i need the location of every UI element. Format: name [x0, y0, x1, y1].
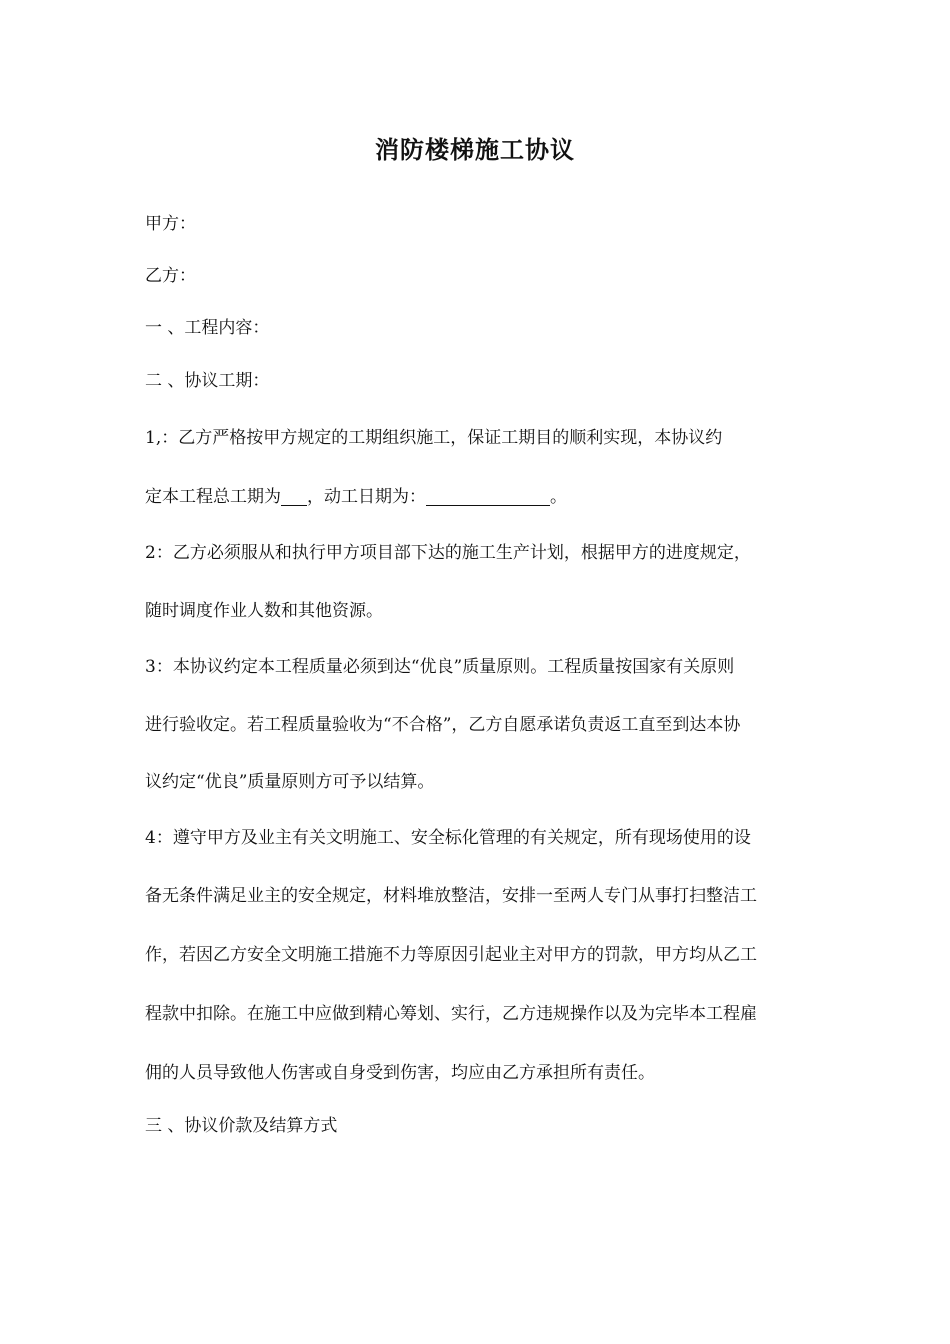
clause-2-line-2: 随时调度作业人数和其他资源。	[145, 601, 383, 621]
clause-3-line-3: 议约定“优良”质量原则方可予以结算。	[145, 772, 435, 792]
clause-4-line-5: 佣的人员导致他人伤害或自身受到伤害，均应由乙方承担所有责任。	[145, 1063, 655, 1083]
clause-2-line-1: 2：乙方必须服从和执行甲方项目部下达的施工生产计划，根据甲方的进度规定，	[145, 543, 751, 563]
clause-3-line-1: 3：本协议约定本工程质量必须到达“优良”质量原则。工程质量按国家有关原则	[145, 657, 735, 677]
clause-4-line-2: 备无条件满足业主的安全规定，材料堆放整洁，安排一至两人专门从事打扫整洁工	[145, 886, 757, 906]
total-period-blank	[281, 485, 307, 506]
party-b-label: 乙方：	[145, 266, 196, 286]
section-heading-contract-period: 二 、协议工期：	[145, 371, 270, 391]
start-date-blank	[426, 485, 550, 506]
document-title: 消防楼梯施工协议	[375, 135, 575, 164]
clause-4-line-3: 作，若因乙方安全文明施工措施不力等原因引起业主对甲方的罚款，甲方均从乙工	[145, 945, 757, 965]
clause-3-line-2: 进行验收定。若工程质量验收为“不合格”，乙方自愿承诺负责返工直至到达本协	[145, 715, 741, 735]
clause-1-start-date-text: ，动工日期为：	[307, 487, 426, 507]
clause-1-line-2	[145, 484, 815, 510]
clause-1-period-mark: 。	[550, 487, 567, 507]
clause-4-line-1: 4：遵守甲方及业主有关文明施工、安全标化管理的有关规定，所有现场使用的设	[145, 828, 751, 848]
party-a-label: 甲方：	[145, 214, 196, 234]
clause-4-line-4: 程款中扣除。在施工中应做到精心筹划、实行，乙方违规操作以及为完毕本工程雇	[145, 1004, 757, 1024]
clause-1-total-period-text: 定本工程总工期为	[145, 487, 281, 507]
clause-1-line-1: 1,：乙方严格按甲方规定的工期组织施工，保证工期目的顺利实现，本协议约	[145, 428, 723, 448]
section-heading-project-content: 一 、工程内容：	[145, 318, 270, 338]
section-heading-price-settlement: 三 、协议价款及结算方式	[145, 1116, 338, 1136]
